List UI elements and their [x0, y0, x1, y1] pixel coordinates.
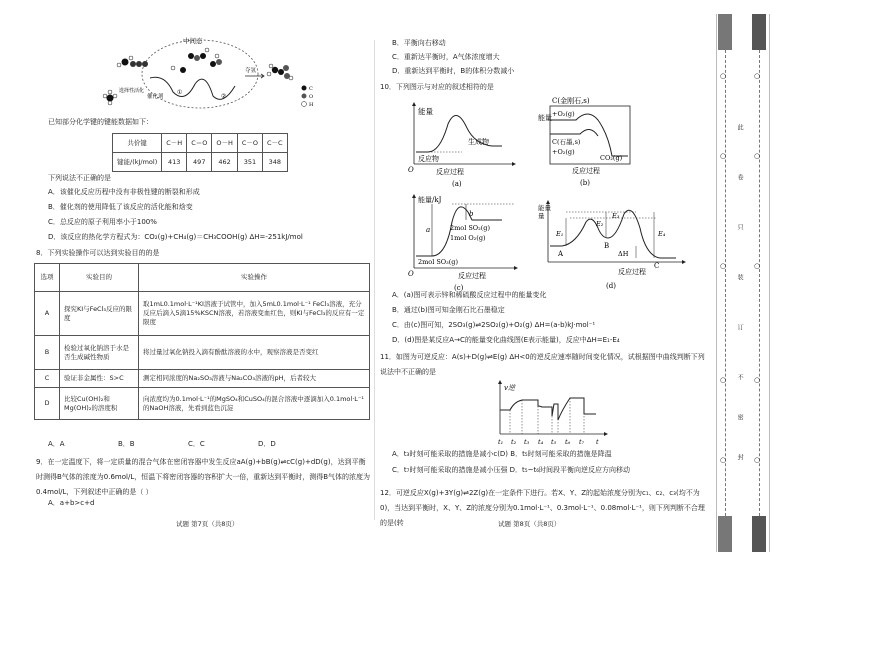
strip-char: 卷 [736, 174, 744, 182]
tick-t7: t₇ [579, 438, 585, 446]
strip-char: 密 [736, 414, 744, 422]
exp-operation: 测定相同浓度的Na₂SO₃溶液与Na₂CO₃溶液的pH，后者较大 [139, 370, 370, 388]
graph-d-b: B [604, 242, 610, 250]
exp-operation: 将过量过氧化钠投入滴有酚酞溶液的水中，观察溶液是否变红 [139, 336, 370, 370]
graph-c-upper: 2mol SO₂(g) [450, 224, 490, 232]
graph-a-caption: (a) [452, 180, 462, 188]
mechanism-diagram [95, 34, 325, 116]
graph-c-caption: (c) [454, 284, 464, 292]
graph-b-mid: C(石墨,s) [552, 138, 581, 146]
graph-a-reactant: 反应物 [418, 155, 439, 163]
hole-marker: ○ [720, 376, 727, 384]
hole-marker: ○ [754, 376, 761, 384]
q12-text: 12．可逆反应X(g)+3Y(g)⇌2Z(g)在一定条件下进行。若X、Y、Z的起始浓度分别为c₁、c₂、c₃(均不为0)，当达到平衡时，X、Y、Z的浓度分别为0.1mol·L⁻¹、0.3mol·L⁻¹、0.08mol·L⁻¹，则下列判断不合理的是(转 [380, 489, 705, 527]
hole-marker: ○ [720, 72, 727, 80]
q10-option-a: A．(a)图可表示锌和稀硫酸反应过程中的能量变化 [392, 291, 547, 299]
q8-title: 8．下列实验操作可以达到实验目的的是 [36, 249, 160, 257]
q10-option-d: D．(d)图是某反应A→C的能量变化曲线图(E表示能量)，反应中ΔH=E₁-E₄ [392, 336, 620, 344]
page-footer-right: 试题 第8页（共8页） [498, 520, 561, 528]
bond-value: 351 [237, 153, 262, 172]
q8-answer-a: A．A [48, 440, 65, 448]
q11-option-ab: A．t₃时刻可能采取的措施是减小c(D) B．t₅时刻可能采取的措施是降温 [392, 450, 612, 458]
exp-option: A [35, 292, 60, 336]
exp-option: C [35, 370, 60, 388]
q7-option-d: D．该反应的热化学方程式为：CO₂(g)+CH₄(g)＝CH₃COOH(g) ΔH=-251kJ/mol [48, 233, 303, 241]
strip-char: 此 [736, 124, 744, 132]
legend-c: C [309, 86, 313, 92]
exp-operation: 向浓度均为0.1mol·L⁻¹的MgSO₄和CuSO₄的混合溶液中逐滴加入0.1mol·L⁻¹的NaOH溶液，先看到蓝色沉淀 [139, 388, 370, 420]
graph-d-c: C [654, 262, 660, 270]
legend-h: H [309, 102, 314, 108]
exp-operation: 取1mL0.1mol·L⁻¹KI溶液于试管中，加入5mL0.1mol·L⁻¹ FeCl₃溶液，充分反应后滴入5滴15%KSCN溶液，若溶液变血红色，则KI与FeCl₃的反应有一定限度 [139, 292, 370, 336]
strip-char: 不 [736, 374, 744, 382]
energy-graph-b [536, 94, 636, 188]
q7-option-c: C．总反应的原子利用率小于100% [48, 218, 157, 226]
strip-char: 装 [736, 274, 744, 282]
tick-t4: t₄ [538, 438, 544, 446]
graph-d-e2: E₂ [596, 220, 604, 228]
exp-header-option: 选项 [35, 264, 60, 292]
bond-row-label: 键能/(kJ/mol) [113, 153, 162, 172]
graph-c-a: a [426, 226, 431, 234]
energy-graph-d [536, 198, 688, 292]
table-row [35, 370, 370, 388]
bond-header: O－H [212, 134, 238, 153]
graph-b-bottom: CO₂(g) [600, 154, 623, 162]
legend-o: O [309, 94, 314, 100]
graph-b-caption: (b) [580, 179, 590, 187]
graph-c-origin: O [408, 270, 414, 278]
graph-a-product: 生成物 [468, 138, 489, 146]
energy-graph-a [402, 100, 522, 188]
q8-answer-b: B．B [118, 440, 135, 448]
bond-value: 348 [263, 153, 288, 172]
graph-c-xlabel: 反应过程 [458, 272, 486, 280]
bond-intro: 已知部分化学键的键能数据如下： [48, 118, 153, 126]
selective-label: 选择性活化 [119, 88, 145, 94]
page-divider [374, 40, 375, 520]
tick-t: t [596, 438, 599, 446]
exp-header-purpose: 实验目的 [60, 264, 139, 292]
strip-char: 封 [736, 454, 744, 462]
q9-text: 9．在一定温度下，将一定质量的混合气体在密闭容器中发生反应aA(g)+bB(g)⇌cC(g)+dD(g)，达到平衡时测得B气体的浓度为0.6mol/L，恒温下将密闭容器的容积扩大一倍，重新达到平衡时，测得B气体的浓度为0.4mol/L，下列叙述中正确的是（ ） [36, 458, 371, 496]
bond-header: C＝O [187, 134, 212, 153]
exp-option: D [35, 388, 60, 420]
dehydrogenation-label: 夺氢 [245, 68, 257, 74]
bond-header: 共价键 [113, 134, 162, 153]
q10-option-c: C．由(c)图可知，2SO₃(g)⇌2SO₂(g)+O₂(g) ΔH=(a-b)kJ·mol⁻¹ [392, 321, 596, 329]
q10-title: 10．下列图示与对应的叙述相符的是 [380, 83, 494, 91]
rate-graph [490, 380, 610, 450]
graph-d-xlabel: 反应过程 [618, 268, 646, 276]
strip-cap-bottom-left [718, 516, 732, 552]
energy-graph-c [402, 192, 522, 294]
bond-value: 497 [187, 153, 212, 172]
bond-value: 413 [162, 153, 187, 172]
q8-answer-d: D．D [258, 440, 276, 448]
strip-cap-top-left [718, 14, 732, 50]
graph-a-ylabel: 能量 [418, 107, 433, 116]
graph-d-a: A [558, 250, 564, 258]
hole-marker: ○ [754, 456, 761, 464]
rate-ylabel: v逆 [504, 384, 515, 392]
bond-header: C－O [237, 134, 262, 153]
strip-char: 订 [736, 324, 744, 332]
exp-purpose: 探究KI与FeCl₃反应的限度 [60, 292, 139, 336]
exp-header-operation: 实验操作 [139, 264, 370, 292]
graph-c-upper2: 1mol O₂(g) [450, 234, 486, 242]
hole-marker: ○ [720, 262, 727, 270]
step1-label: ① [177, 89, 183, 96]
tick-t2: t₂ [511, 438, 517, 446]
graph-c-ylabel: 能量/kJ [418, 196, 442, 204]
hole-marker: ○ [754, 152, 761, 160]
graph-b-ylabel: 能量 [538, 114, 552, 122]
svg-text:量: 量 [538, 212, 545, 220]
inner-cut-line [759, 50, 760, 516]
graph-d-dh: ΔH [618, 250, 629, 258]
table-row [35, 336, 370, 370]
graph-d-e4: E₄ [658, 230, 666, 238]
graph-a-origin: O [408, 166, 414, 174]
tick-t1: t₁ [498, 438, 504, 446]
graph-c-b: b [469, 210, 474, 218]
q9-option-a: A．a+b>c+d [48, 499, 95, 507]
binding-strip [716, 14, 768, 552]
catalyst-label: 催化剂 [147, 94, 164, 100]
q11-option-cd: C．t₇时刻可能采取的措施是减小压强 D．t₅~t₆时间段平衡向逆反应方向移动 [392, 466, 631, 474]
bond-header: C－C [263, 134, 288, 153]
graph-b-top2: +O₂(g) [552, 110, 575, 118]
tick-t5: t₅ [551, 438, 557, 446]
q7-option-b: B．催化剂的使用降低了该反应的活化能和焓变 [48, 203, 193, 211]
graph-d-ylabel: 能量 [538, 204, 551, 212]
q7-option-a: A．该催化反应历程中没有非极性键的断裂和形成 [48, 188, 200, 196]
q11-text: 11．如图为可逆反应：A(s)+D(g)⇌E(g) ΔH<0的逆反应速率随时间变化情况，试根据图中曲线判断下列说法中不正确的是 [380, 353, 705, 376]
strip-char: 只 [736, 224, 744, 232]
experiment-table [34, 263, 370, 420]
graph-c-lower: 2mol SO₃(g) [418, 258, 458, 266]
strip-cap-top-right [752, 14, 766, 50]
q9-option-b: B．平衡向右移动 [392, 39, 446, 47]
graph-d-caption: (d) [606, 282, 616, 290]
bond-energy-table [112, 133, 288, 172]
exp-purpose: 验证非金属性：S>C [60, 370, 139, 388]
q8-answer-c: C．C [188, 440, 205, 448]
outer-cut-line [725, 50, 726, 516]
q10-option-b: B．通过(b)图可知金刚石比石墨稳定 [392, 306, 505, 314]
table-row [35, 388, 370, 420]
q9-option-c: C．重新达平衡时，A气体浓度增大 [392, 53, 500, 61]
graph-b-mid2: +O₂(g) [552, 148, 575, 156]
diagram-top-label: 中间态 [183, 37, 203, 45]
bond-value: 462 [212, 153, 238, 172]
bond-header: C－H [162, 134, 187, 153]
hole-marker: ○ [720, 456, 727, 464]
table-row [35, 292, 370, 336]
page-footer-left: 试题 第7页（共8页） [176, 520, 239, 528]
tick-t6: t₆ [565, 438, 571, 446]
hole-marker: ○ [720, 152, 727, 160]
graph-d-e3: E₃ [612, 212, 620, 220]
step2-label: ② [221, 93, 227, 100]
graph-b-xlabel: 反应过程 [572, 167, 600, 175]
graph-b-top: C(金刚石,s) [552, 97, 590, 105]
hole-marker: ○ [754, 262, 761, 270]
exp-option: B [35, 336, 60, 370]
q7-prompt: 下列说法不正确的是 [48, 174, 111, 182]
graph-a-xlabel: 反应过程 [436, 168, 464, 176]
strip-cap-bottom-right [752, 516, 766, 552]
hole-marker: ○ [754, 72, 761, 80]
exp-purpose: 检验过氧化钠溶于水是否生成碱性物质 [60, 336, 139, 370]
tick-t3: t₃ [524, 438, 530, 446]
graph-d-e1: E₁ [556, 230, 564, 238]
exp-purpose: 比较Cu(OH)₂和Mg(OH)₂的溶度积 [60, 388, 139, 420]
q9-option-d: D．重新达到平衡时，B的体积分数减小 [392, 67, 515, 75]
